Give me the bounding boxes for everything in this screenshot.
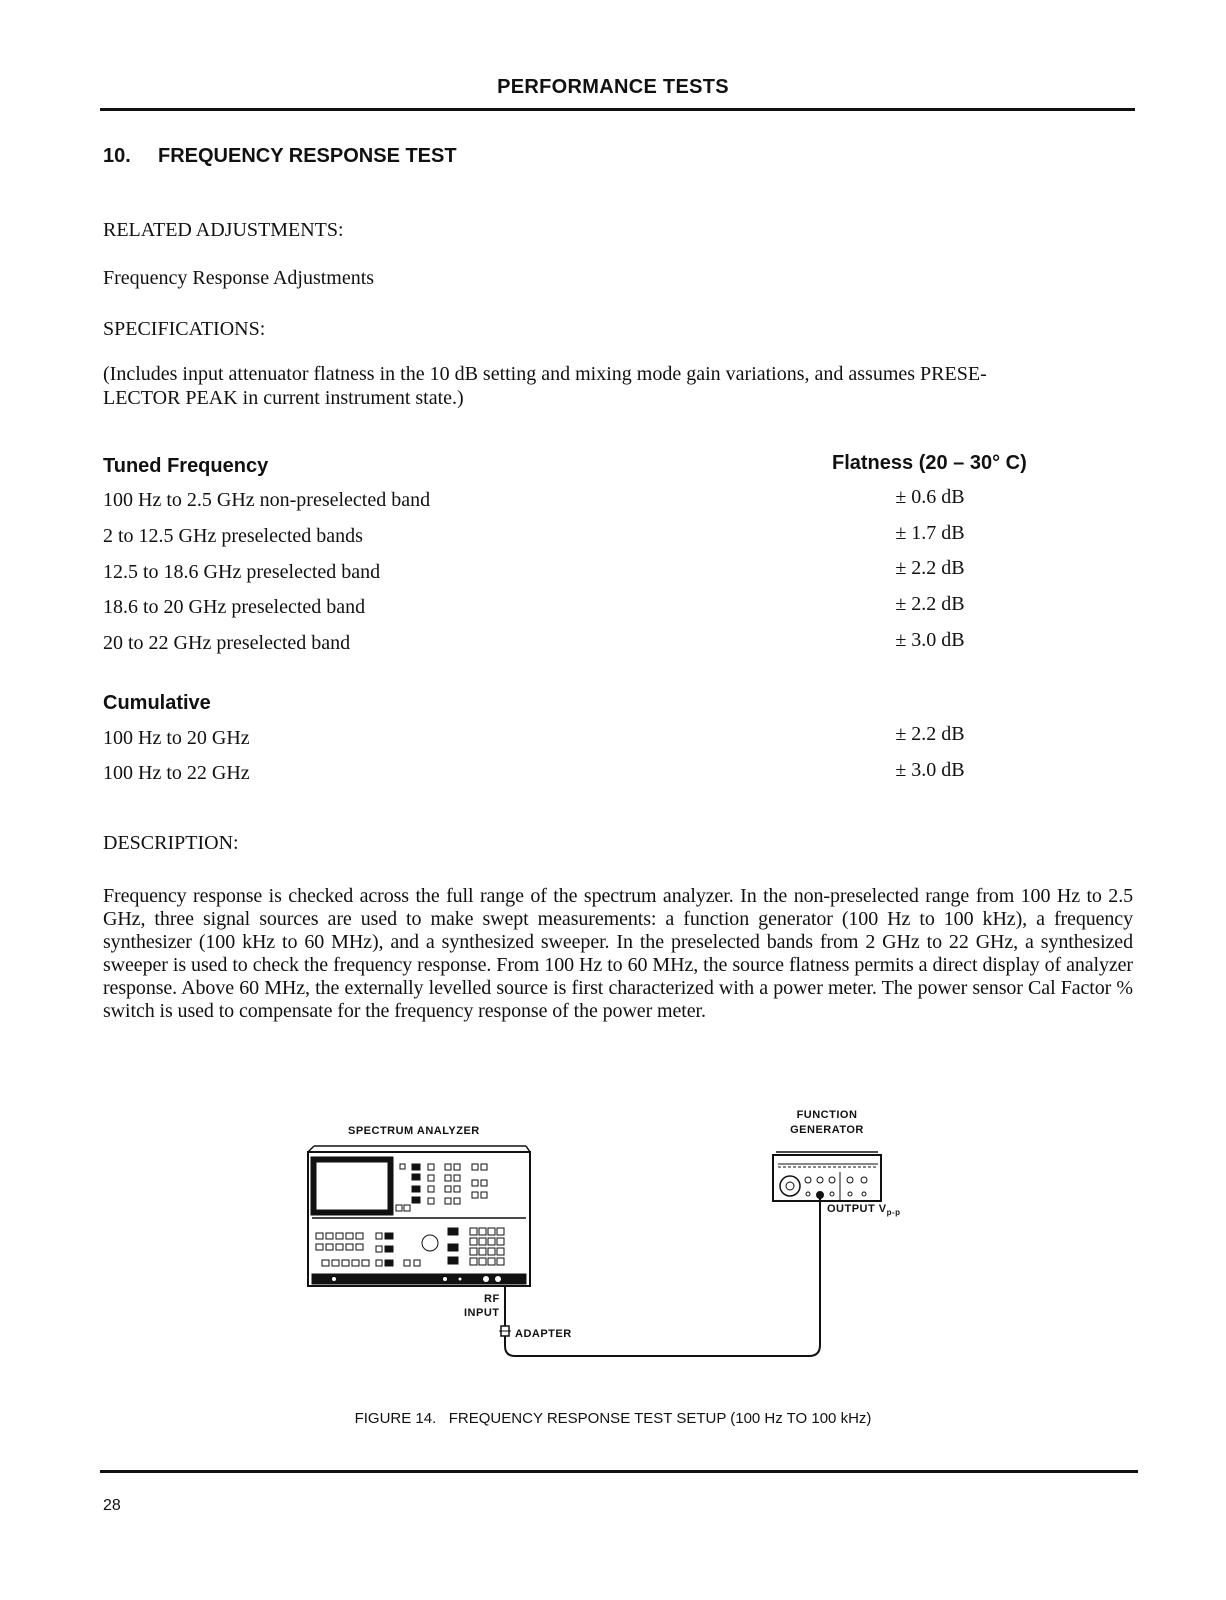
cumulative-row-freq: 100 Hz to 20 GHz xyxy=(103,727,250,749)
flatness-header: Flatness (20 – 30° C) xyxy=(832,452,1027,474)
figure-caption: FIGURE 14. FREQUENCY RESPONSE TEST SETUP (100 Hz TO 100 kHz) xyxy=(354,1410,872,1427)
spec-row-freq: 12.5 to 18.6 GHz preselected band xyxy=(103,561,381,583)
spec-row-freq: 20 to 22 GHz preselected band xyxy=(103,632,351,654)
cumulative-row-flatness: ± 3.0 dB xyxy=(895,759,965,781)
description-text: Frequency response is checked across the full range of the spectrum analyzer. In the non-preselected range from 100 Hz to 2.5 GHz, three signal sources are used to make swept measurements: a function generator (100 Hz to 100 kHz), a frequency synthesizer (100 kHz to 60 MHz), and a synthesized sweeper. In the preselected bands from 2 GHz to 22 GHz, a synthesized sweeper is used to check the frequency response. From 100 Hz to 60 MHz, the source flatness permits a direct display of analyzer response. Above 60 MHz, the externally levelled source is first characterized with a power meter. The power sensor Cal Factor % switch is used to compensate for the frequency response of the power meter. xyxy=(103,885,1133,1022)
figure-14-diagram xyxy=(300,1100,920,1390)
adapter-label: ADAPTER xyxy=(515,1328,572,1340)
rf-label: RF xyxy=(484,1293,500,1305)
page-header-title: PERFORMANCE TESTS xyxy=(497,76,729,98)
spec-row-flatness: ± 3.0 dB xyxy=(895,629,965,651)
tuned-frequency-header: Tuned Frequency xyxy=(103,455,269,477)
description-heading: DESCRIPTION: xyxy=(103,832,239,854)
function-generator-label-1: FUNCTION xyxy=(796,1109,858,1121)
function-generator-label-2: GENERATOR xyxy=(790,1124,864,1136)
specifications-heading: SPECIFICATIONS: xyxy=(103,318,266,340)
spec-row-flatness: ± 2.2 dB xyxy=(895,557,965,579)
spec-row-freq: 18.6 to 20 GHz preselected band xyxy=(103,596,366,618)
spectrum-analyzer-label: SPECTRUM ANALYZER xyxy=(348,1125,480,1137)
related-adjustments-item: Frequency Response Adjustments xyxy=(103,267,375,289)
output-label xyxy=(827,1203,901,1217)
output-label-text: OUTPUT V xyxy=(827,1203,887,1215)
cumulative-row-flatness: ± 2.2 dB xyxy=(895,723,965,745)
spec-row-flatness: ± 1.7 dB xyxy=(895,522,965,544)
cumulative-header: Cumulative xyxy=(103,692,211,714)
instrument-setup-drawing xyxy=(300,1100,920,1390)
spec-row-freq: 100 Hz to 2.5 GHz non-preselected band xyxy=(103,489,431,511)
function-generator-icon xyxy=(773,1152,881,1201)
related-adjustments-heading: RELATED ADJUSTMENTS: xyxy=(103,219,344,241)
page-number: 28 xyxy=(103,1497,121,1514)
cumulative-row-freq: 100 Hz to 22 GHz xyxy=(103,762,250,784)
header-rule xyxy=(100,108,1135,111)
spec-row-flatness: ± 0.6 dB xyxy=(895,486,965,508)
section-title xyxy=(103,145,457,168)
section-number: 10. xyxy=(103,145,131,167)
spec-row-freq: 2 to 12.5 GHz preselected bands xyxy=(103,525,363,547)
spec-row-flatness: ± 2.2 dB xyxy=(895,593,965,615)
output-label-sub: p-p xyxy=(886,1208,901,1218)
input-label: INPUT xyxy=(464,1307,500,1319)
section-title-text: FREQUENCY RESPONSE TEST xyxy=(158,145,457,167)
footer-rule xyxy=(100,1470,1138,1473)
specifications-note: (Includes input attenuator flatness in the 10 dB setting and mixing mode gain variations, and assumes PRESE- LECTOR PEAK in current instrument state.) xyxy=(103,363,987,409)
